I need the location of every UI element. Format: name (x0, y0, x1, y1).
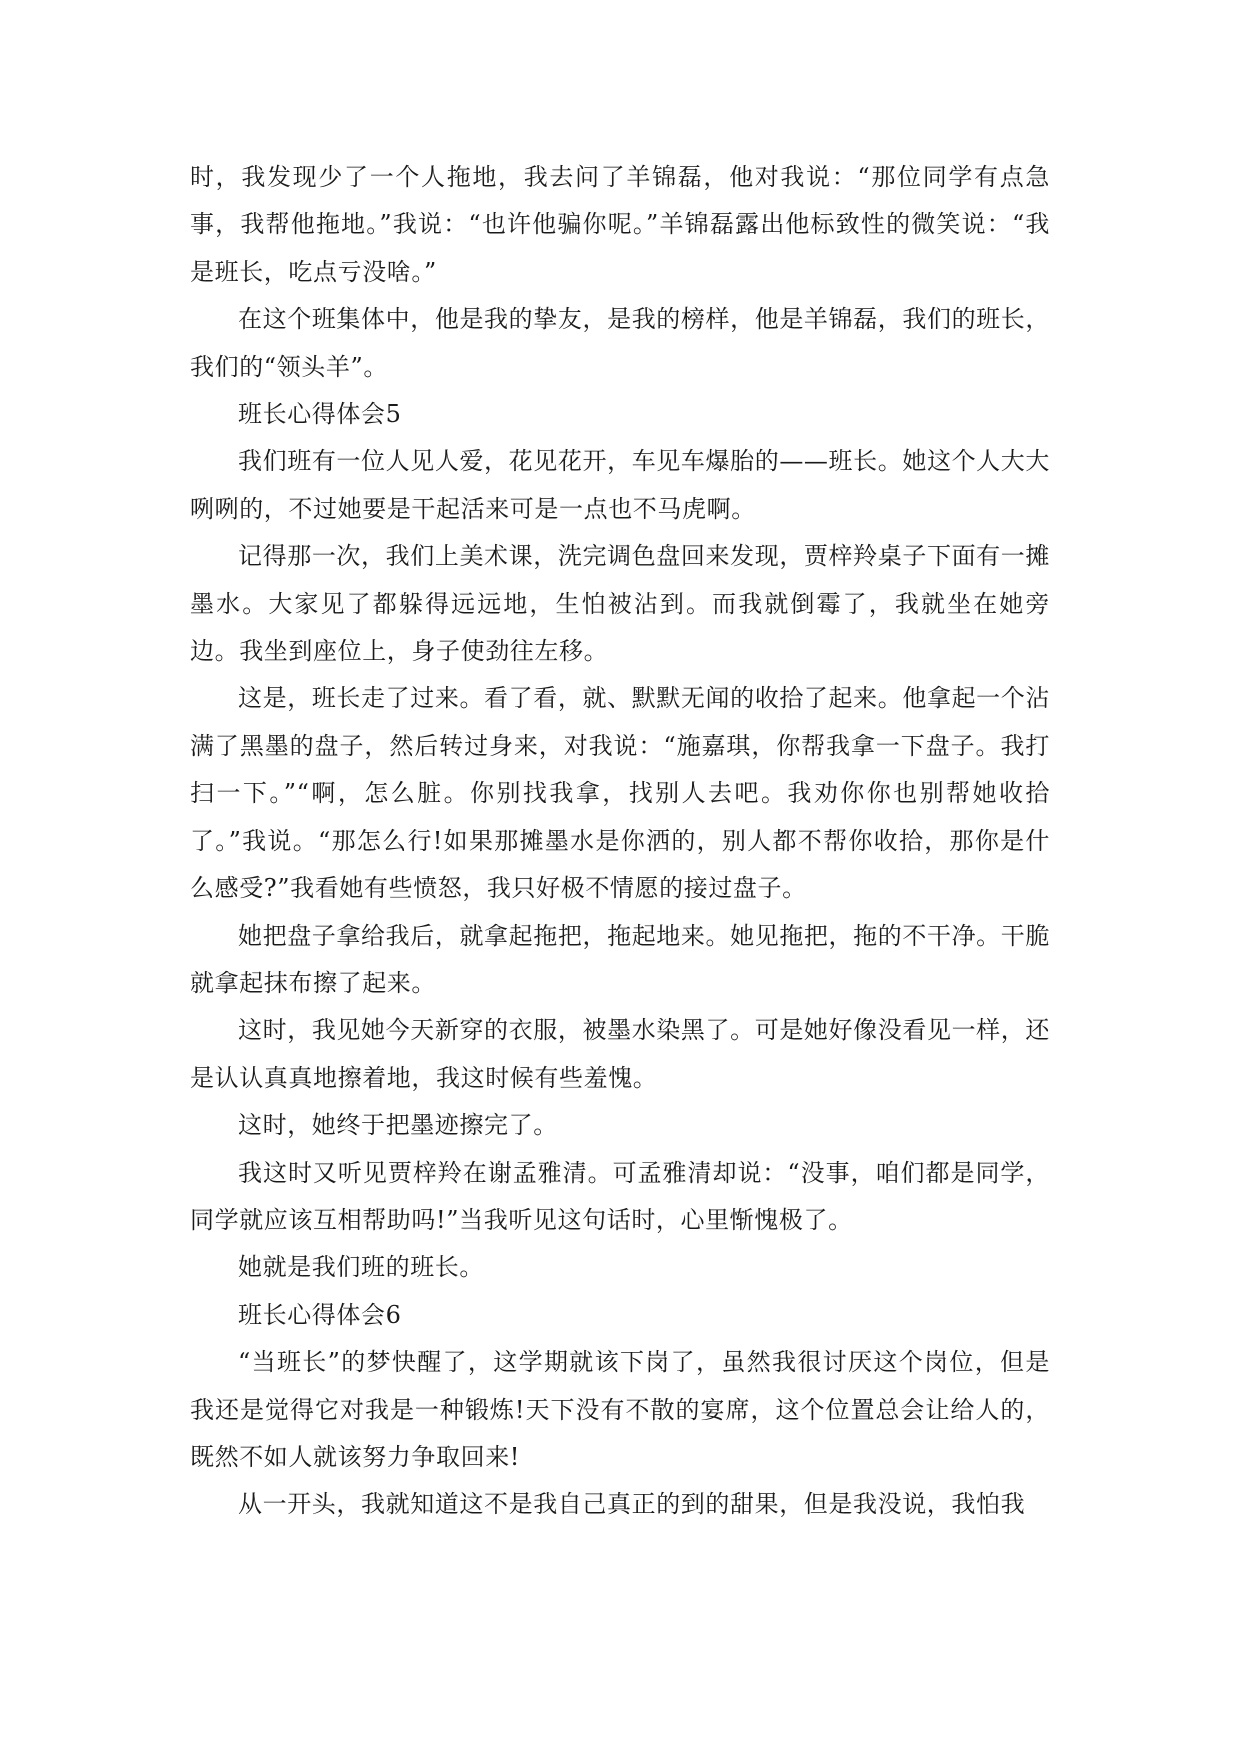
paragraph-2: 在这个班集体中，他是我的挚友，是我的榜样，他是羊锦磊，我们的班长，我们的“领头羊”。 (190, 305, 1050, 381)
paragraph-10: 她就是我们班的班长。 (238, 1253, 484, 1282)
section-heading-6: 班长心得体会6 (238, 1300, 402, 1329)
paragraph-5: 这是，班长走了过来。看了看，就、默默无闻的收拾了起来。他拿起一个沾满了黑墨的盘子，然后转过身来，对我说：“施嘉琪，你帮我拿一下盘子。我打扫一下。”“啊，怎么脏。你别找我拿，找别人去吧。我劝你你也别帮她收拾了。”我说。“那怎么行!如果那摊墨水是你洒的，别人都不帮你收拾，那你是什么感受?”我看她有些愤怒，我只好极不情愿的接过盘子。 (190, 684, 1050, 903)
paragraph-1: 时，我发现少了一个人拖地，我去问了羊锦磊，他对我说：“那位同学有点急事，我帮他拖地。”我说：“也许他骗你呢。”羊锦磊露出他标致性的微笑说：“我是班长，吃点亏没啥。” (190, 163, 1050, 286)
section-heading-5: 班长心得体会5 (238, 400, 402, 429)
paragraph-6: 她把盘子拿给我后，就拿起拖把，拖起地来。她见拖把，拖的不干净。干脆就拿起抹布擦了起来。 (190, 921, 1050, 997)
paragraph-12: 从一开头，我就知道这不是我自己真正的到的甜果，但是我没说，我怕我 (238, 1490, 1026, 1519)
paragraph-7: 这时，我见她今天新穿的衣服，被墨水染黑了。可是她好像没看见一样，还是认认真真地擦着地，我这时候有些羞愧。 (190, 1016, 1050, 1092)
paragraph-11: “当班长”的梦快醒了，这学期就该下岗了，虽然我很讨厌这个岗位，但是我还是觉得它对我是一种锻炼!天下没有不散的宴席，这个位置总会让给人的，既然不如人就该努力争取回来! (190, 1348, 1050, 1471)
paragraph-9: 我这时又听见贾梓羚在谢孟雅清。可孟雅清却说：“没事，咱们都是同学，同学就应该互相帮助吗!”当我听见这句话时，心里惭愧极了。 (190, 1158, 1050, 1234)
paragraph-8: 这时，她终于把墨迹擦完了。 (238, 1111, 558, 1140)
paragraph-3: 我们班有一位人见人爱，花见花开，车见车爆胎的——班长。她这个人大大咧咧的，不过她要是干起活来可是一点也不马虎啊。 (190, 447, 1050, 523)
paragraph-4: 记得那一次，我们上美术课，洗完调色盘回来发现，贾梓羚桌子下面有一摊墨水。大家见了都躲得远远地，生怕被沾到。而我就倒霉了，我就坐在她旁边。我坐到座位上，身子使劲往左移。 (190, 542, 1050, 666)
document-page (190, 154, 1050, 1529)
